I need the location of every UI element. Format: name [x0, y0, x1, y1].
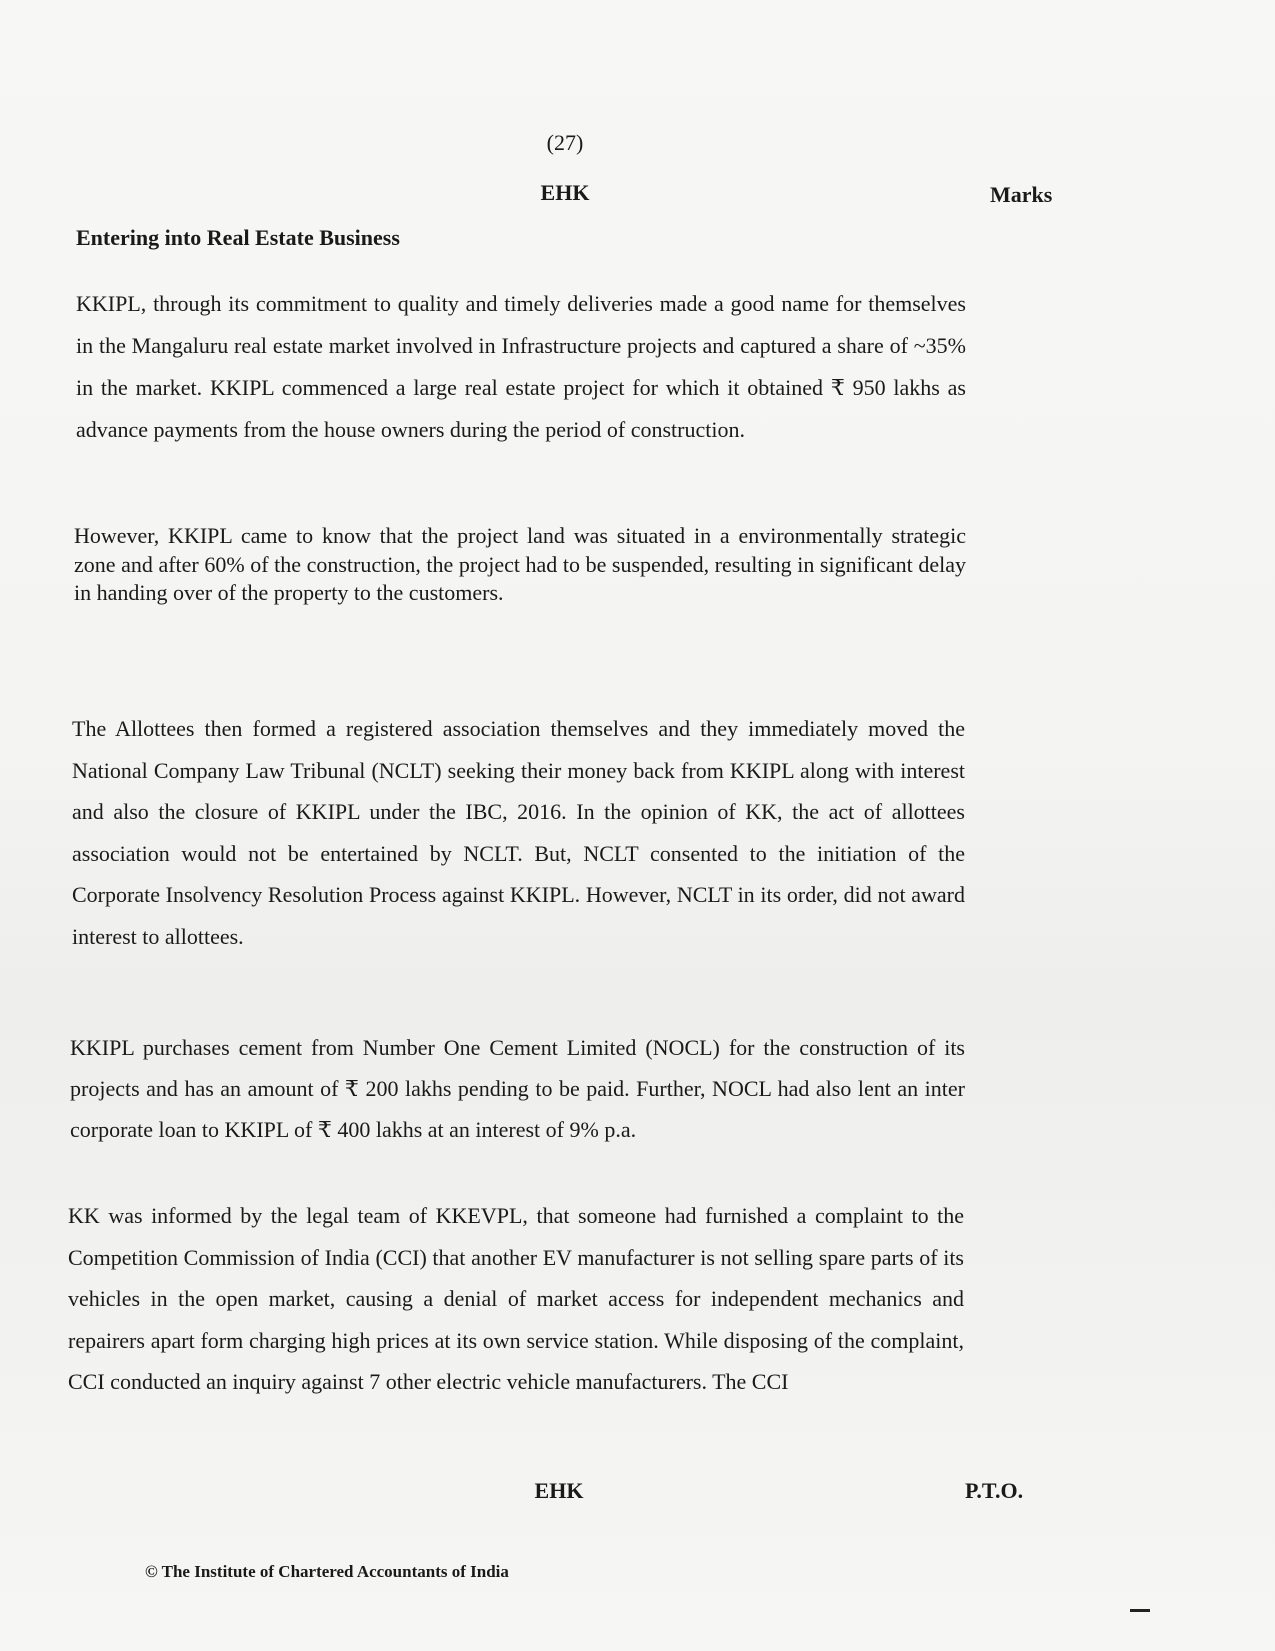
footer-paper-code: EHK [534, 1478, 584, 1503]
copyright-notice: © The Institute of Chartered Accountants of India [145, 1562, 509, 1581]
marks-column-label: Marks [990, 182, 1053, 207]
paragraph-real-estate-intro: KKIPL, through its commitment to quality and timely deliveries made a good name for themselves in the Mangaluru real estate market involved in Infrastructure projects and captured a share of ~35% in the market. KKIPL commenced a large real estate project for which it obtained ₹ 950 lakhs as advance payments from the house owners during the period of construction. [76, 291, 966, 442]
page-number: (27) [546, 130, 584, 155]
edge-mark [1130, 1609, 1150, 1612]
paragraph-nocl-dues: KKIPL purchases cement from Number One Cement Limited (NOCL) for the construction of its projects and has an amount of ₹ 200 lakhs pending to be paid. Further, NOCL had also lent an inter corporate loan to KKIPL of ₹ 400 lakhs at an interest of 9% p.a. [70, 1035, 965, 1142]
paragraph-project-suspension: However, KKIPL came to know that the project land was situated in a environmentally strategic zone and after 60% of the construction, the project had to be suspended, resulting in significant delay in handing over of the property to the customers. [74, 523, 966, 605]
paragraph-cci-complaint: KK was informed by the legal team of KKEVPL, that someone had furnished a complaint to the Competition Commission of India (CCI) that another EV manufacturer is not selling spare parts of its vehicles in the open market, causing a denial of market access for independent mechanics and repairers apart form charging high prices at its own service station. While disposing of the complaint, CCI conducted an inquiry against 7 other electric vehicle manufacturers. The CCI [68, 1203, 964, 1394]
section-heading: Entering into Real Estate Business [76, 225, 400, 250]
pto-label: P.T.O. [965, 1478, 1024, 1503]
header-paper-code: EHK [540, 180, 590, 205]
paragraph-allottees-nclt: The Allottees then formed a registered association themselves and they immediately moved the National Company Law Tribunal (NCLT) seeking their money back from KKIPL along with interest and also the closure of KKIPL under the IBC, 2016. In the opinion of KK, the act of allottees association would not be entertained by NCLT. But, NCLT consented to the initiation of the Corporate Insolvency Resolution Process against KKIPL. However, NCLT in its order, did not award interest to allottees. [72, 716, 965, 949]
